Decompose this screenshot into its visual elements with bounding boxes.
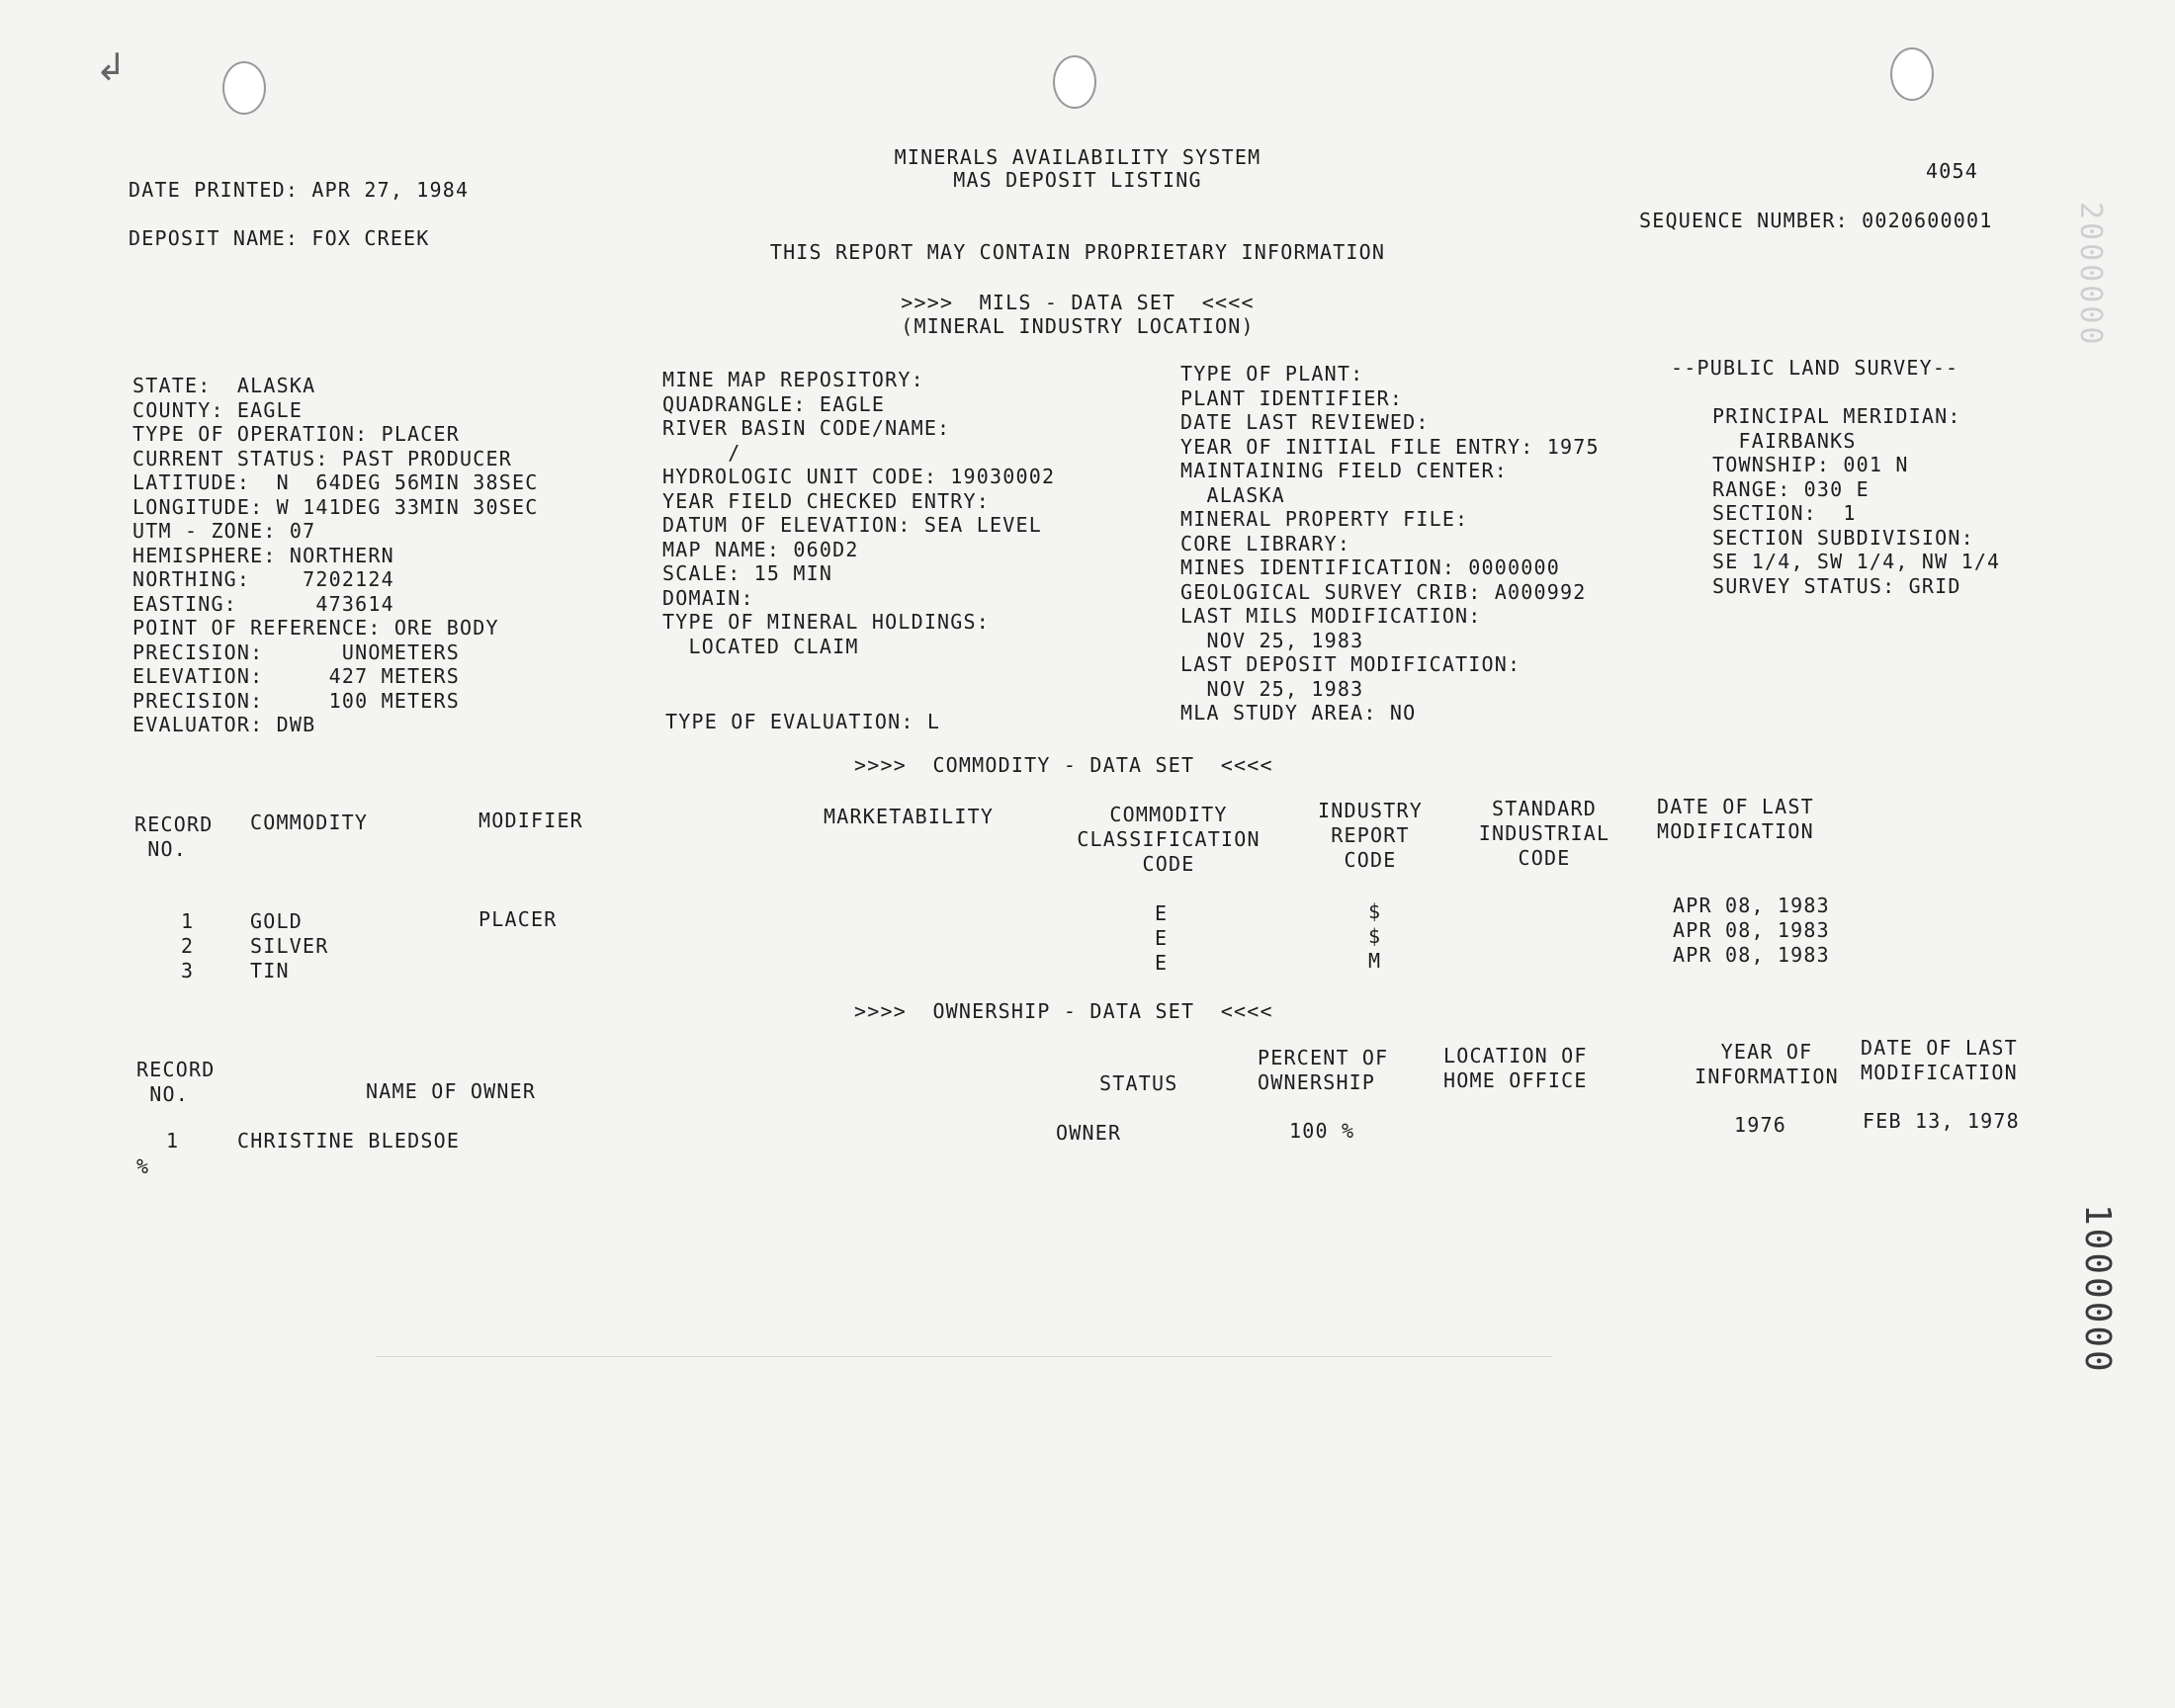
commodity-date: APR 08, 1983 <box>1673 918 1830 942</box>
plant-line: ALASKA <box>1180 482 1285 507</box>
ownership-year: 1976 <box>1734 1113 1786 1137</box>
punch-hole-left <box>222 61 266 115</box>
plant-line: MLA STUDY AREA: NO <box>1180 701 1417 725</box>
punch-hole-center <box>1053 55 1096 109</box>
commodity-header-commodity: COMMODITY <box>250 811 369 834</box>
plant-line: TYPE OF PLANT: <box>1180 362 1364 385</box>
ownership-header-record: RECORD NO. <box>136 1058 216 1106</box>
commodity-record-no: 3 <box>181 959 195 982</box>
owner-name: CHRISTINE BLEDSOE <box>237 1129 461 1153</box>
land-survey-line: SECTION: 1 <box>1712 501 1857 525</box>
commodity-header-industry: INDUSTRY REPORT CODE <box>1318 799 1423 872</box>
commodity-date: APR 08, 1983 <box>1673 894 1830 917</box>
commodity-class-code: E <box>1155 901 1169 925</box>
ownership-header-location: LOCATION OF HOME OFFICE <box>1443 1044 1588 1092</box>
mils-subheading: (MINERAL INDUSTRY LOCATION) <box>901 314 1255 338</box>
location-line: COUNTY: EAGLE <box>132 397 304 422</box>
land-survey-line: SE 1/4, SW 1/4, NW 1/4 <box>1712 550 2001 573</box>
land-survey-line: SURVEY STATUS: GRID <box>1712 573 1961 598</box>
plant-line: YEAR OF INITIAL FILE ENTRY: 1975 <box>1180 434 1600 459</box>
land-survey-line: FAIRBANKS <box>1712 428 1857 453</box>
mine-line: LOCATED CLAIM <box>662 634 859 658</box>
plant-line: NOV 25, 1983 <box>1180 676 1364 701</box>
ownership-date: FEB 13, 1978 <box>1863 1109 2020 1133</box>
location-line: NORTHING: 7202124 <box>132 567 394 591</box>
deposit-name: DEPOSIT NAME: FOX CREEK <box>129 226 430 250</box>
listing-title: MAS DEPOSIT LISTING <box>953 168 1202 192</box>
land-survey-line: TOWNSHIP: 001 N <box>1712 453 1909 476</box>
commodity-date: APR 08, 1983 <box>1673 943 1830 967</box>
ownership-percent: 100 % <box>1289 1119 1355 1143</box>
date-printed: DATE PRINTED: APR 27, 1984 <box>129 178 470 202</box>
commodity-header-marketability: MARKETABILITY <box>824 805 995 828</box>
land-survey-heading: --PUBLIC LAND SURVEY-- <box>1671 356 1959 380</box>
location-line: STATE: ALASKA <box>132 374 316 397</box>
plant-line: GEOLOGICAL SURVEY CRIB: A000992 <box>1180 579 1587 604</box>
ownership-header-year: YEAR OF INFORMATION <box>1695 1040 1839 1088</box>
ownership-header-date: DATE OF LAST MODIFICATION <box>1861 1036 2018 1084</box>
location-line: PRECISION: 100 METERS <box>132 688 461 713</box>
system-title: MINERALS AVAILABILITY SYSTEM <box>894 145 1262 169</box>
ownership-header-percent: PERCENT OF OWNERSHIP <box>1258 1046 1389 1094</box>
location-line: EASTING: 473614 <box>132 591 394 616</box>
commodity-industry-code: M <box>1368 949 1382 973</box>
mine-line: HYDROLOGIC UNIT CODE: 19030002 <box>662 465 1056 488</box>
mine-line: SCALE: 15 MIN <box>662 561 833 585</box>
commodity-header-standard: STANDARD INDUSTRIAL CODE <box>1478 797 1610 870</box>
commodity-header-classification: COMMODITY CLASSIFICATION CODE <box>1077 803 1261 876</box>
plant-line: MAINTAINING FIELD CENTER: <box>1180 459 1509 482</box>
plant-line: MINES IDENTIFICATION: 0000000 <box>1180 555 1560 579</box>
location-line: PRECISION: UNOMETERS <box>132 640 461 664</box>
commodity-industry-code: $ <box>1368 899 1382 923</box>
type-of-evaluation: TYPE OF EVALUATION: L <box>665 710 941 733</box>
mine-line: QUADRANGLE: EAGLE <box>662 391 886 416</box>
location-line: POINT OF REFERENCE: ORE BODY <box>132 616 499 640</box>
ownership-trailer: % <box>136 1154 150 1178</box>
plant-line: CORE LIBRARY: <box>1180 531 1351 555</box>
punch-hole-right <box>1890 47 1934 101</box>
location-line: UTM - ZONE: 07 <box>132 519 316 543</box>
ownership-status: OWNER <box>1056 1121 1122 1145</box>
location-line: ELEVATION: 427 METERS <box>132 664 461 688</box>
mine-line: DATUM OF ELEVATION: SEA LEVEL <box>662 513 1042 537</box>
page-number: 4054 <box>1926 159 1978 183</box>
land-survey-line: RANGE: 030 E <box>1712 476 1870 501</box>
mine-line: / <box>662 440 741 465</box>
commodity-record-no: 1 <box>181 909 195 933</box>
plant-line: PLANT IDENTIFIER: <box>1180 385 1404 410</box>
commodity-header-modifier: MODIFIER <box>478 809 583 832</box>
commodity-class-code: E <box>1155 926 1169 950</box>
sequence-number: SEQUENCE NUMBER: 0020600001 <box>1639 209 1993 232</box>
ownership-header-name: NAME OF OWNER <box>366 1079 537 1103</box>
pencil-mark: ↲ <box>95 45 127 89</box>
proprietary-notice: THIS REPORT MAY CONTAIN PROPRIETARY INFORMATION <box>769 240 1386 264</box>
ownership-heading: >>>> OWNERSHIP - DATA SET <<<< <box>854 999 1273 1023</box>
margin-stamp-bottom: 1000000 <box>2077 1204 2118 1375</box>
location-line: LATITUDE: N 64DEG 56MIN 38SEC <box>132 470 539 494</box>
commodity-name: TIN <box>250 959 290 982</box>
plant-line: LAST MILS MODIFICATION: <box>1180 604 1482 628</box>
commodity-header-record: RECORD NO. <box>134 812 214 861</box>
location-line: TYPE OF OPERATION: PLACER <box>132 422 461 446</box>
mils-heading: >>>> MILS - DATA SET <<<< <box>901 291 1255 314</box>
mine-line: DOMAIN: <box>662 585 754 610</box>
location-line: CURRENT STATUS: PAST PRODUCER <box>132 446 512 470</box>
land-survey-line: SECTION SUBDIVISION: <box>1712 525 1974 550</box>
mine-line: RIVER BASIN CODE/NAME: <box>662 416 951 440</box>
mine-line: YEAR FIELD CHECKED ENTRY: <box>662 488 991 513</box>
commodity-header-date: DATE OF LAST MODIFICATION <box>1657 795 1814 843</box>
location-line: EVALUATOR: DWB <box>132 713 316 736</box>
commodity-name: GOLD <box>250 909 303 933</box>
location-line: HEMISPHERE: NORTHERN <box>132 543 394 567</box>
commodity-class-code: E <box>1155 951 1169 975</box>
land-survey-line: PRINCIPAL MERIDIAN: <box>1712 404 1961 428</box>
commodity-name: SILVER <box>250 934 329 958</box>
ownership-header-status: STATUS <box>1099 1071 1178 1095</box>
mine-line: MINE MAP REPOSITORY: <box>662 368 924 391</box>
ownership-record-no: 1 <box>166 1129 180 1153</box>
divider-line <box>376 1356 1552 1357</box>
location-line: LONGITUDE: W 141DEG 33MIN 30SEC <box>132 494 539 519</box>
commodity-heading: >>>> COMMODITY - DATA SET <<<< <box>854 753 1273 777</box>
margin-stamp-top: 2000000 <box>2073 202 2108 348</box>
commodity-record-no: 2 <box>181 934 195 958</box>
plant-line: MINERAL PROPERTY FILE: <box>1180 507 1469 531</box>
mine-line: TYPE OF MINERAL HOLDINGS: <box>662 610 991 634</box>
commodity-industry-code: $ <box>1368 924 1382 948</box>
plant-line: DATE LAST REVIEWED: <box>1180 410 1430 434</box>
plant-line: NOV 25, 1983 <box>1180 628 1364 652</box>
mine-line: MAP NAME: 060D2 <box>662 537 859 561</box>
plant-line: LAST DEPOSIT MODIFICATION: <box>1180 652 1522 676</box>
commodity-modifier: PLACER <box>478 907 558 931</box>
